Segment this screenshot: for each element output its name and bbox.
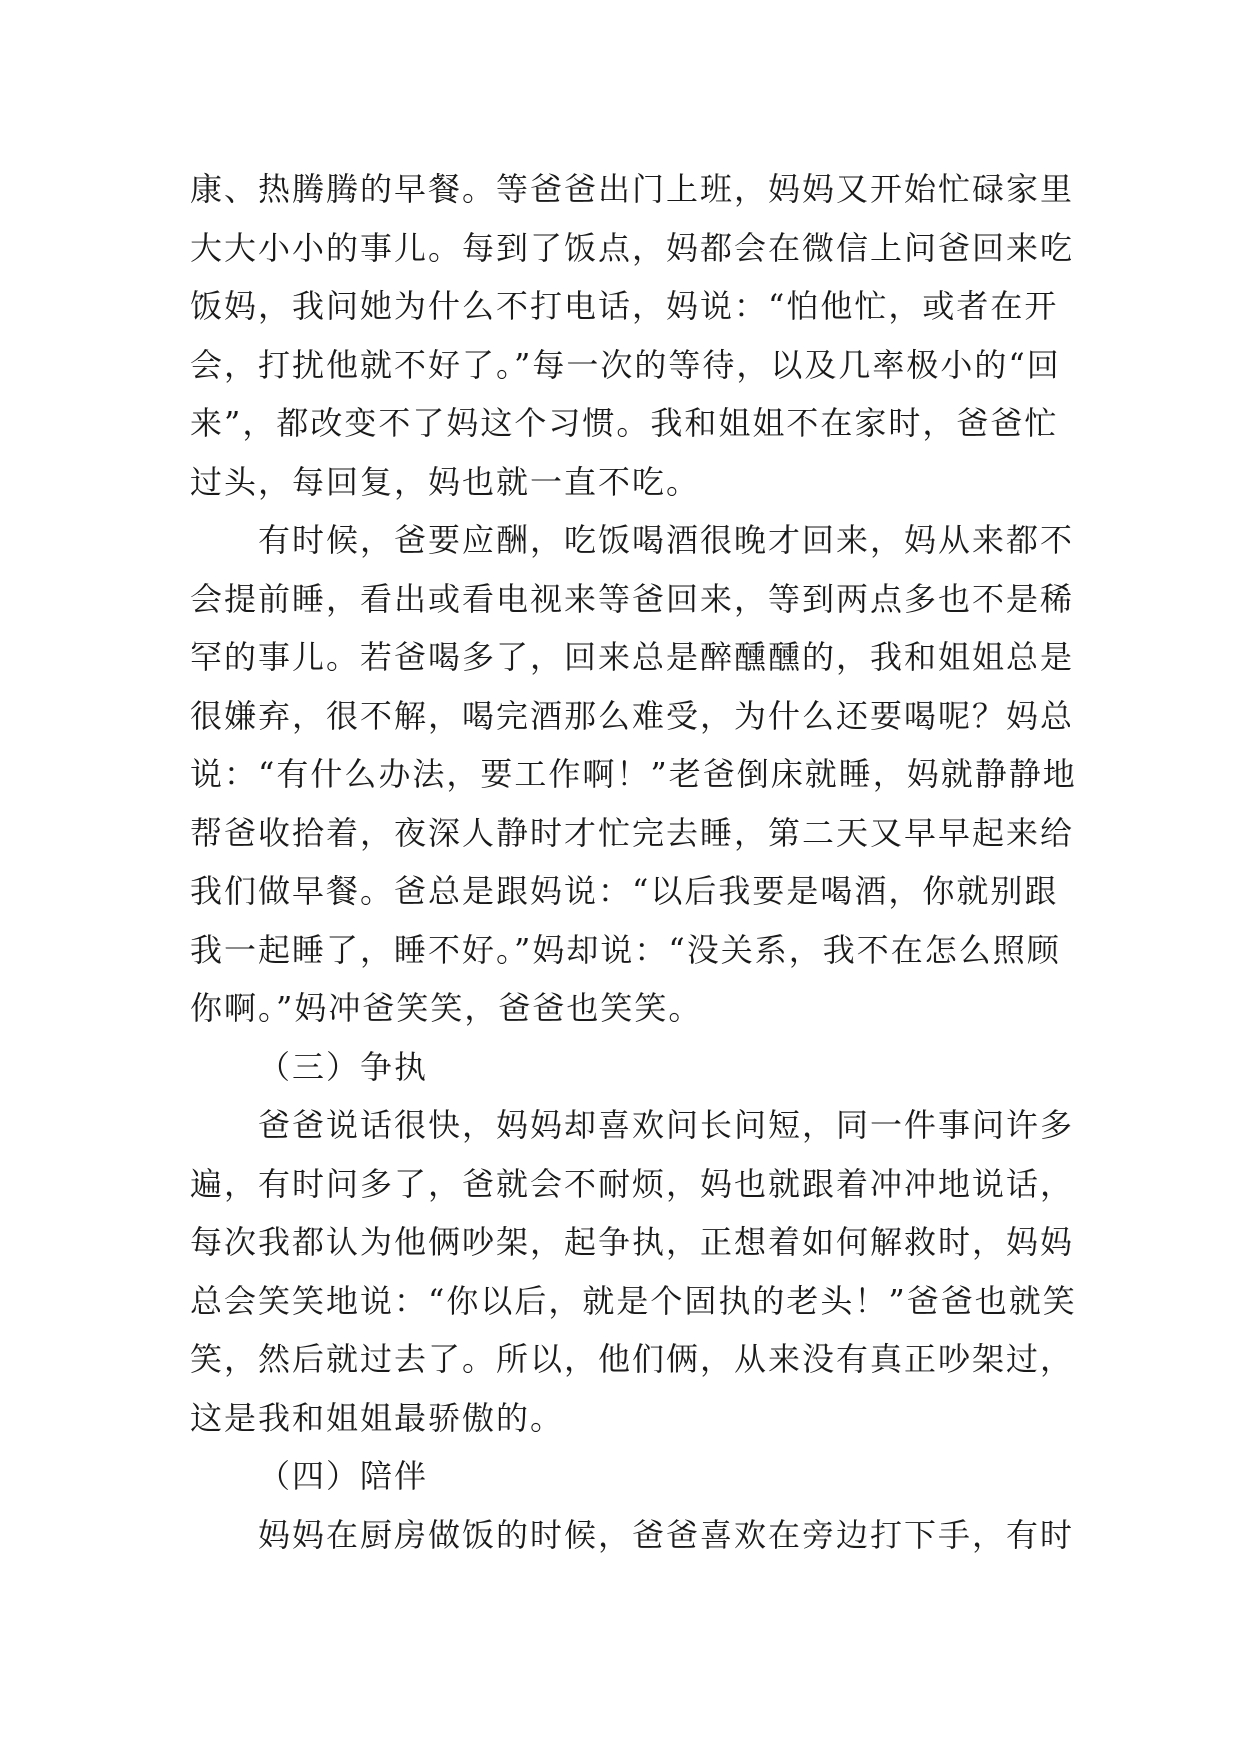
text-line: 帮爸收拾着，夜深人静时才忙完去睡，第二天又早早起来给 xyxy=(190,813,1075,852)
text-line: 会提前睡，看出或看电视来等爸回来，等到两点多也不是稀 xyxy=(190,579,1075,618)
text-line: 来”，都改变不了妈这个习惯。我和姐姐不在家时，爸爸忙 xyxy=(190,404,1059,442)
text-line: 妈妈在厨房做饭的时候，爸爸喜欢在旁边打下手，有时 xyxy=(258,1515,1075,1554)
text-line: 会，打扰他就不好了。”每一次的等待，以及几率极小的“回 xyxy=(190,345,1061,384)
text-line: 过头，每回复，妈也就一直不吃。 xyxy=(190,462,701,501)
text-line: 笑，然后就过去了。所以，他们俩，从来没有真正吵架过， xyxy=(190,1340,1075,1378)
text-line: 饭妈，我问她为什么不打电话，妈说：“怕他忙，或者在开 xyxy=(190,287,1059,325)
text-line: 爸爸说话很快，妈妈却喜欢问长问短，同一件事问许多 xyxy=(258,1106,1075,1144)
text-line: 大大小小的事儿。每到了饭点，妈都会在微信上问爸回来吃 xyxy=(190,228,1075,267)
text-line: 罕的事儿。若爸喝多了，回来总是醉醺醺的，我和姐姐总是 xyxy=(190,638,1075,676)
text-line: 每次我都认为他俩吵架，起争执，正想着如何解救时，妈妈 xyxy=(190,1223,1075,1261)
text-line: 说：“有什么办法，要工作啊！”老爸倒床就睡，妈就静静地 xyxy=(190,755,1077,793)
text-line: 你啊。”妈冲爸笑笑，爸爸也笑笑。 xyxy=(190,989,703,1027)
text-line: 很嫌弃，很不解，喝完酒那么难受，为什么还要喝呢？妈总 xyxy=(190,696,1075,735)
text-line: 这是我和姐姐最骄傲的。 xyxy=(190,1398,565,1437)
body-text xyxy=(190,160,1077,1564)
text-line: 我一起睡了，睡不好。”妈却说：“没关系，我不在怎么照顾 xyxy=(190,930,1061,969)
text-line: 我们做早餐。爸总是跟妈说：“以后我要是喝酒，你就别跟 xyxy=(190,872,1059,910)
text-line: 康、热腾腾的早餐。等爸爸出门上班，妈妈又开始忙碌家里 xyxy=(190,170,1075,208)
section-heading: （四）陪伴 xyxy=(258,1457,429,1495)
text-line: 遍，有时问多了，爸就会不耐烦，妈也就跟着冲冲地说话， xyxy=(190,1164,1075,1203)
text-line: 有时候，爸要应酬，吃饭喝酒很晚才回来，妈从来都不 xyxy=(258,521,1075,559)
text-line: 总会笑笑地说：“你以后，就是个固执的老头！”爸爸也就笑 xyxy=(190,1281,1077,1320)
section-heading: （三）争执 xyxy=(258,1047,429,1086)
